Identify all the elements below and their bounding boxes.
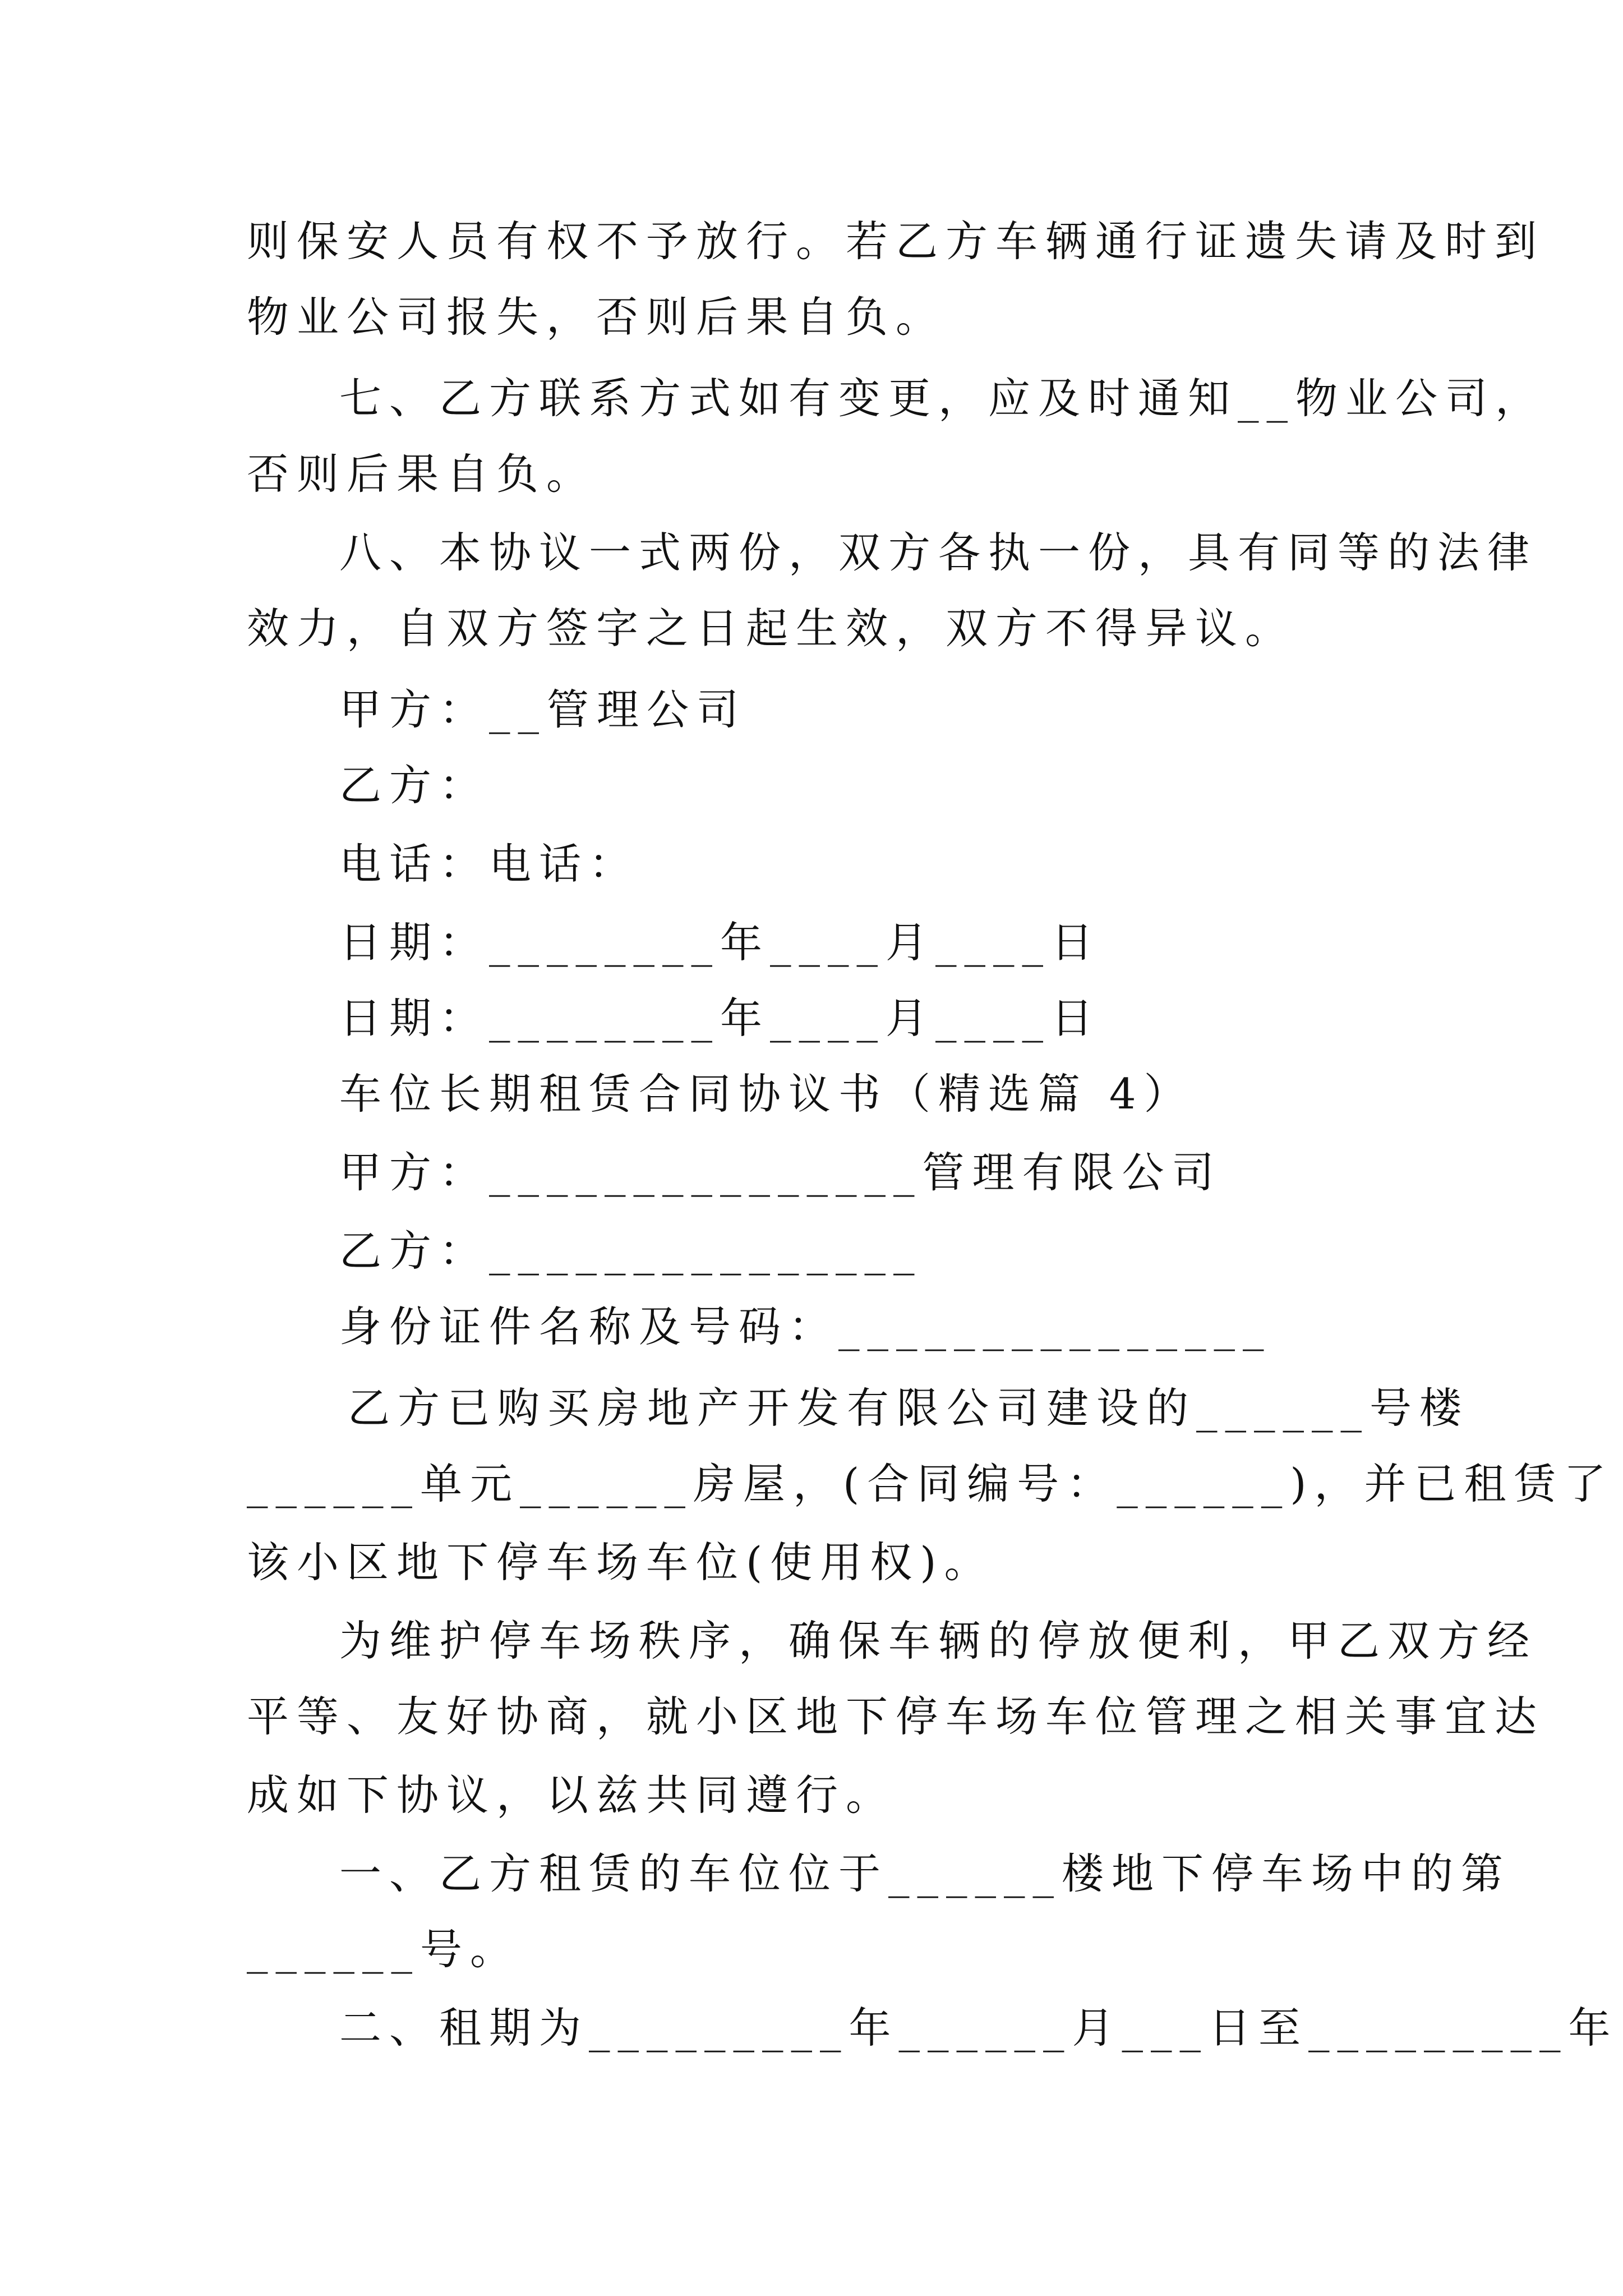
text-line: 二、租期为_________年______月___日至_________年 xyxy=(339,2003,1619,2053)
text-line: 该小区地下停车场车位(使用权)。 xyxy=(247,1538,994,1587)
section-title: 车位长期租赁合同协议书（精选篇 4） xyxy=(339,1069,1194,1119)
text-line: 电话：电话： xyxy=(339,839,639,889)
text-line: 甲方：__管理公司 xyxy=(339,685,747,734)
text-line: ______号。 xyxy=(247,1925,520,1974)
text-line: 身份证件名称及号码：_______________ xyxy=(339,1302,1272,1351)
text-line: 乙方： xyxy=(339,761,490,810)
text-line: 物业公司报失，否则后果自负。 xyxy=(247,292,946,342)
text-line: 为维护停车场秩序，确保车辆的停放便利，甲乙双方经 xyxy=(339,1616,1538,1665)
text-line: 一、乙方租赁的车位位于______楼地下停车场中的第 xyxy=(339,1849,1511,1898)
text-line: 否则后果自负。 xyxy=(247,449,597,499)
text-line: 日期：________年____月____日 xyxy=(339,918,1101,967)
text-line: 乙方已购买房地产开发有限公司建设的______号楼 xyxy=(348,1383,1470,1433)
text-line: 七、乙方联系方式如有变更，应及时通知__物业公司， xyxy=(339,374,1546,423)
text-line: 八、本协议一式两份，双方各执一份，具有同等的法律 xyxy=(339,528,1538,577)
text-line: 乙方：_______________ xyxy=(339,1226,923,1276)
text-line: ______单元______房屋，(合同编号：______)，并已租赁了 xyxy=(247,1459,1614,1508)
text-line: 则保安人员有权不予放行。若乙方车辆通行证遗失请及时到 xyxy=(247,217,1545,266)
text-line: 平等、友好协商，就小区地下停车场车位管理之相关事宜达 xyxy=(247,1692,1545,1741)
text-line: 甲方：_______________管理有限公司 xyxy=(339,1148,1222,1197)
text-line: 日期：________年____月____日 xyxy=(339,993,1101,1043)
text-line: 成如下协议，以兹共同遵行。 xyxy=(247,1770,896,1820)
text-line: 效力，自双方签字之日起生效，双方不得异议。 xyxy=(247,604,1295,653)
